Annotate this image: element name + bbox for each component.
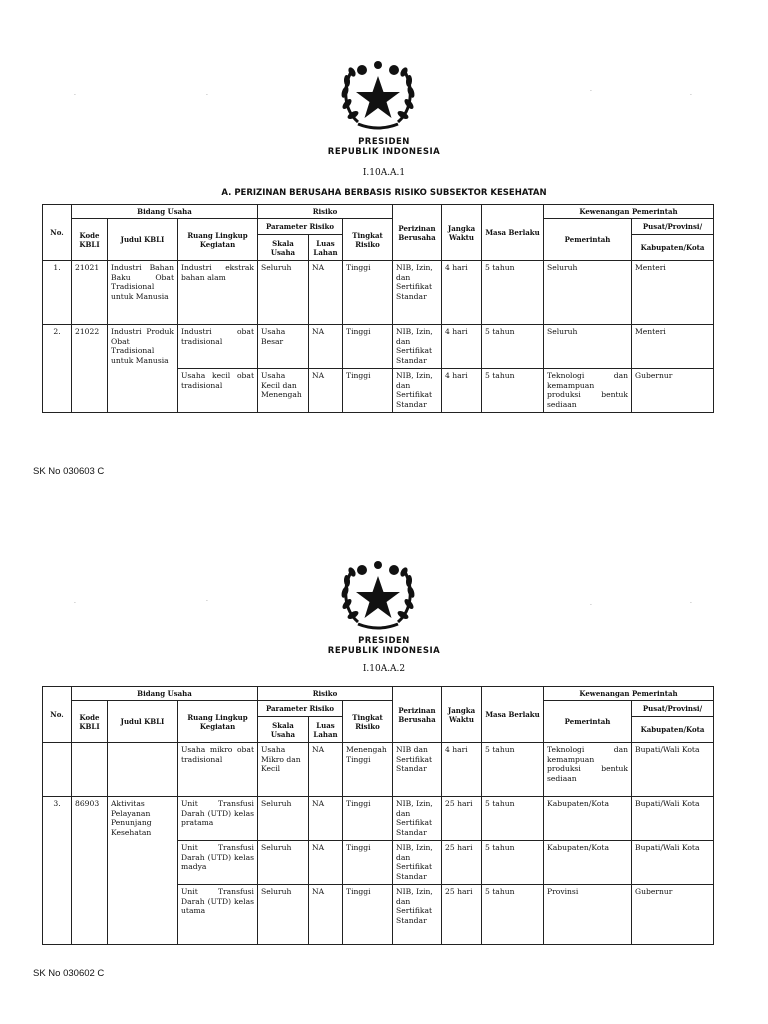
cell-kode: 86903 [72, 797, 108, 945]
cell-ruang: Usaha kecil obat tradisional [178, 369, 258, 413]
cell-ruang: Industri obat tradisional [178, 325, 258, 369]
cell-skala: Seluruh [258, 841, 309, 885]
cell-perizinan: NIB, Izin, dan Sertifikat Standar [393, 841, 442, 885]
header-pemerintah: Pemerintah [544, 701, 632, 743]
header-judul: Judul KBLI [108, 701, 178, 743]
header-pusat: Pusat/Provinsi/ [632, 701, 714, 717]
cell-masa: 5 tahun [482, 797, 544, 841]
header-tingkat: Tingkat Risiko [343, 219, 393, 261]
header-parameter: Parameter Risiko [258, 219, 343, 235]
cell-luas: NA [309, 841, 343, 885]
risk-table [42, 204, 714, 413]
cell-perizinan: NIB, Izin, dan Sertifikat Standar [393, 885, 442, 945]
section-title: A. PERIZINAN BERUSAHA BERBASIS RISIKO SUBSEKTOR KESEHATAN [221, 188, 547, 198]
cell-jangka: 4 hari [442, 369, 482, 413]
cell-ruang: Industri ekstrak bahan alam [178, 261, 258, 325]
cell-jangka: 25 hari [442, 885, 482, 945]
cell-masa: 5 tahun [482, 885, 544, 945]
cell-pemerintah: Kabupaten/Kota [544, 841, 632, 885]
cell-kode: 21021 [72, 261, 108, 325]
cell-skala: Seluruh [258, 885, 309, 945]
page-code: I.10A.A.2 [362, 664, 406, 674]
risk-table [42, 686, 714, 945]
speck: · [590, 88, 592, 95]
header-skala: Skala Usaha [258, 235, 309, 261]
cell-skala: Seluruh [258, 261, 309, 325]
page-code: I.10A.A.1 [362, 168, 406, 178]
cell-perizinan: NIB, Izin, dan Sertifikat Standar [393, 325, 442, 369]
cell-pemerintah: Seluruh [544, 261, 632, 325]
header-jangka: Jangka Waktu [442, 687, 482, 743]
cell-jangka: 25 hari [442, 797, 482, 841]
cell-pusat: Gubernur [632, 885, 714, 945]
cell-no: 1. [43, 261, 72, 325]
cell-skala: Usaha Besar [258, 325, 309, 369]
cell-perizinan: NIB dan Sertifikat Standar [393, 743, 442, 797]
cell-luas: NA [309, 743, 343, 797]
header-kewenangan: Kewenangan Pemerintah [544, 687, 714, 701]
speck: · [690, 600, 692, 607]
cell-perizinan: NIB, Izin, dan Sertifikat Standar [393, 369, 442, 413]
header-luas: Luas Lahan [309, 717, 343, 743]
cell-pusat: Menteri [632, 325, 714, 369]
cell-no [43, 743, 72, 797]
letterhead-line1: PRESIDEN [358, 636, 410, 646]
cell-jangka: 4 hari [442, 743, 482, 797]
cell-pusat: Bupati/Wali Kota [632, 797, 714, 841]
header-risiko: Risiko [258, 687, 393, 701]
garuda-emblem-icon [338, 60, 418, 132]
cell-masa: 5 tahun [482, 261, 544, 325]
cell-luas: NA [309, 261, 343, 325]
cell-luas: NA [309, 797, 343, 841]
speck: · [74, 92, 76, 99]
header-tingkat: Tingkat Risiko [343, 701, 393, 743]
table-row [43, 325, 714, 369]
header-masa: Masa Berlaku [482, 687, 544, 743]
header-kode: Kode KBLI [72, 219, 108, 261]
letterhead-line2: REPUBLIK INDONESIA [327, 147, 441, 157]
cell-jangka: 4 hari [442, 325, 482, 369]
cell-judul: Industri Bahan Baku Obat Tradisional untuk Manusia [108, 261, 178, 325]
letterhead-line1: PRESIDEN [358, 137, 410, 147]
cell-no: 3. [43, 797, 72, 945]
cell-tingkat: Menengah Tinggi [343, 743, 393, 797]
cell-kode: 21022 [72, 325, 108, 413]
cell-skala: Seluruh [258, 797, 309, 841]
header-pemerintah: Pemerintah [544, 219, 632, 261]
speck: · [74, 600, 76, 607]
header-judul: Judul KBLI [108, 219, 178, 261]
cell-skala: Usaha Mikro dan Kecil [258, 743, 309, 797]
header-perizinan: Perizinan Berusaha [393, 687, 442, 743]
cell-tingkat: Tinggi [343, 261, 393, 325]
cell-judul [108, 743, 178, 797]
header-parameter: Parameter Risiko [258, 701, 343, 717]
cell-ruang: Unit Transfusi Darah (UTD) kelas madya [178, 841, 258, 885]
cell-masa: 5 tahun [482, 369, 544, 413]
cell-pusat: Gubernur [632, 369, 714, 413]
table-row [43, 797, 714, 841]
header-bidang-usaha: Bidang Usaha [72, 687, 258, 701]
cell-tingkat: Tinggi [343, 841, 393, 885]
header-kabupaten: Kabupaten/Kota [632, 717, 714, 743]
header-ruang: Ruang Lingkup Kegiatan [178, 701, 258, 743]
cell-masa: 5 tahun [482, 325, 544, 369]
header-ruang: Ruang Lingkup Kegiatan [178, 219, 258, 261]
cell-pemerintah: Teknologi dan kemampuan produksi bentuk sediaan [544, 743, 632, 797]
header-kewenangan: Kewenangan Pemerintah [544, 205, 714, 219]
cell-judul: Industri Produk Obat Tradisional untuk Manusia [108, 325, 178, 413]
header-kabupaten: Kabupaten/Kota [632, 235, 714, 261]
cell-ruang: Usaha mikro obat tradisional [178, 743, 258, 797]
page-footer-sk: SK No 030602 C [33, 968, 105, 979]
cell-perizinan: NIB, Izin, dan Sertifikat Standar [393, 797, 442, 841]
cell-pemerintah: Provinsi [544, 885, 632, 945]
cell-luas: NA [309, 885, 343, 945]
speck: · [590, 602, 592, 609]
garuda-emblem-icon [338, 560, 418, 632]
speck: · [206, 598, 208, 605]
cell-pusat: Bupati/Wali Kota [632, 743, 714, 797]
header-no: No. [43, 687, 72, 743]
cell-masa: 5 tahun [482, 841, 544, 885]
cell-pusat: Bupati/Wali Kota [632, 841, 714, 885]
cell-jangka: 25 hari [442, 841, 482, 885]
cell-no: 2. [43, 325, 72, 413]
page-footer-sk: SK No 030603 C [33, 466, 105, 477]
cell-ruang: Unit Transfusi Darah (UTD) kelas pratama [178, 797, 258, 841]
table-row [43, 261, 714, 325]
cell-pemerintah: Kabupaten/Kota [544, 797, 632, 841]
table-row [43, 743, 714, 797]
cell-tingkat: Tinggi [343, 369, 393, 413]
cell-judul: Aktivitas Pelayanan Penunjang Kesehatan [108, 797, 178, 945]
header-jangka: Jangka Waktu [442, 205, 482, 261]
header-kode: Kode KBLI [72, 701, 108, 743]
cell-luas: NA [309, 369, 343, 413]
cell-jangka: 4 hari [442, 261, 482, 325]
header-skala: Skala Usaha [258, 717, 309, 743]
letterhead [0, 137, 768, 157]
speck: · [690, 92, 692, 99]
letterhead-line2: REPUBLIK INDONESIA [327, 646, 441, 656]
header-pusat: Pusat/Provinsi/ [632, 219, 714, 235]
header-luas: Luas Lahan [309, 235, 343, 261]
cell-masa: 5 tahun [482, 743, 544, 797]
cell-tingkat: Tinggi [343, 885, 393, 945]
cell-skala: Usaha Kecil dan Menengah [258, 369, 309, 413]
header-masa: Masa Berlaku [482, 205, 544, 261]
cell-perizinan: NIB, Izin, dan Sertifikat Standar [393, 261, 442, 325]
speck: · [206, 92, 208, 99]
cell-kode [72, 743, 108, 797]
header-perizinan: Perizinan Berusaha [393, 205, 442, 261]
cell-pemerintah: Seluruh [544, 325, 632, 369]
header-risiko: Risiko [258, 205, 393, 219]
letterhead [0, 636, 768, 656]
cell-luas: NA [309, 325, 343, 369]
header-bidang-usaha: Bidang Usaha [72, 205, 258, 219]
header-no: No. [43, 205, 72, 261]
cell-tingkat: Tinggi [343, 797, 393, 841]
cell-pusat: Menteri [632, 261, 714, 325]
cell-ruang: Unit Transfusi Darah (UTD) kelas utama [178, 885, 258, 945]
cell-tingkat: Tinggi [343, 325, 393, 369]
cell-pemerintah: Teknologi dan kemampuan produksi bentuk sediaan [544, 369, 632, 413]
